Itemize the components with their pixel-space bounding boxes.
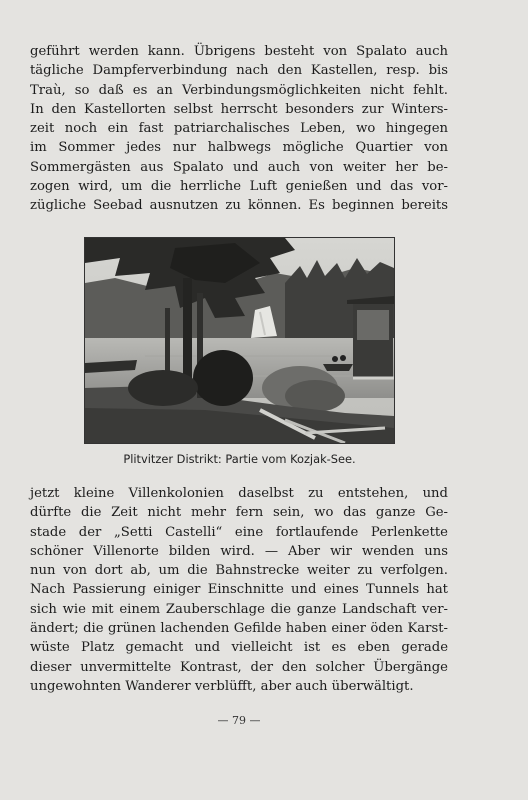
text-line: Nach Passierung einiger Einschnitte und eines Tunnels hat: [30, 582, 448, 598]
text-line: jetzt kleine Villenkolonien daselbst zu entstehen, und: [30, 486, 448, 501]
text-line: Sommergästen aus Spalato und auch von weiter her be-: [30, 159, 448, 175]
text-line: wüste Platz gemacht und vielleicht ist es eben gerade: [30, 640, 448, 656]
text-line: zeit noch ein fast patriarchalisches Leben, wo hingegen: [30, 121, 448, 137]
text-line: zügliche Seebad ausnutzen zu können. Es beginnen bereits: [30, 198, 448, 214]
text-line: tägliche Dampferverbindung nach den Kastellen, resp. bis: [30, 63, 448, 79]
text-line: schöner Villenorte bilden wird. — Aber wir wenden uns: [30, 543, 448, 559]
text-line: nun von dort ab, um die Bahnstrecke weiter zu verfolgen.: [30, 563, 448, 579]
text-line: im Sommer jedes nur halbwegs mögliche Quartier von: [30, 140, 448, 156]
paragraph-1: [30, 42, 448, 216]
text-line: geführt werden kann. Übrigens besteht von Spalato auch: [30, 44, 448, 59]
lake-photograph: [84, 237, 395, 444]
text-line: dürfte die Zeit nicht mehr fern sein, wo das ganze Ge-: [30, 505, 448, 521]
text-line: Traù, so daß es an Verbindungsmöglichkeiten nicht fehlt.: [30, 82, 448, 98]
text-line: ändert; die grünen lachenden Gefilde haben einer öden Karst-: [30, 621, 448, 637]
text-line: zogen wird, um die herrliche Luft genießen und das vor-: [30, 179, 448, 195]
text-line: In den Kastellorten selbst herrscht besonders zur Winters-: [30, 101, 448, 117]
paragraph-2: [30, 484, 448, 696]
figure-caption: Plitvitzer Distrikt: Partie vom Kozjak-See.: [123, 452, 356, 466]
text-line: stade der „Setti Castelli“ eine fortlaufende Perlenkette: [30, 524, 448, 540]
text-line: sich wie mit einem Zauberschlage die ganze Landschaft ver-: [30, 601, 448, 617]
page-number: — 79 —: [217, 714, 261, 727]
text-line: ungewohnten Wanderer verblüfft, aber auch überwältigt.: [30, 678, 414, 694]
text-line: dieser unvermittelte Kontrast, der den solcher Übergänge: [30, 659, 448, 675]
photo-illustration: [85, 238, 394, 443]
